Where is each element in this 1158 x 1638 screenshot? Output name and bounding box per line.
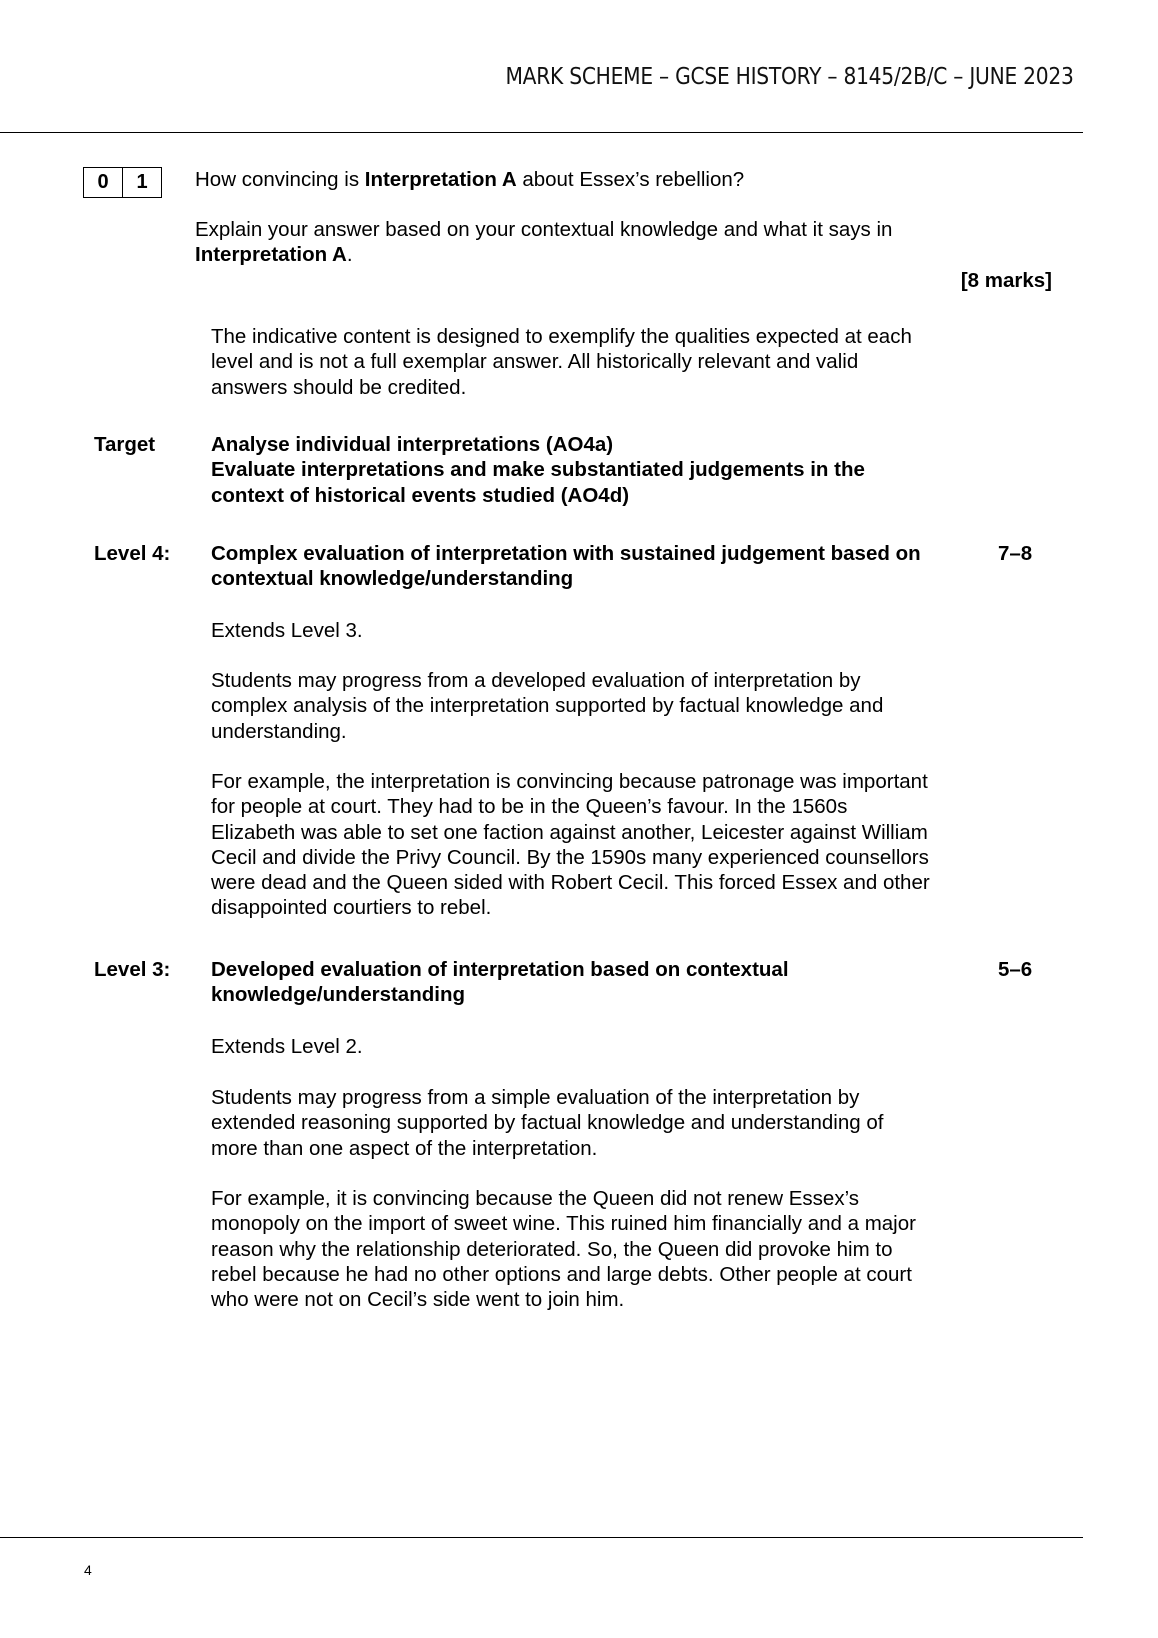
objective-line: Analyse individual interpretations (AO4a): [211, 433, 614, 456]
target-objectives: [211, 432, 981, 508]
level-marks: 7–8: [998, 542, 1033, 565]
instruction-bold-text: Interpretation A: [195, 243, 347, 266]
example-line: rebel because he had no other options and large debts. Other people at court: [211, 1262, 912, 1286]
total-marks: [8 marks]: [960, 269, 1052, 292]
descriptor-line: contextual knowledge/understanding: [211, 567, 574, 591]
level-extends: Extends Level 3.: [211, 619, 363, 642]
level-descriptor: [211, 957, 981, 1008]
prompt-text: about Essex’s rebellion?: [516, 168, 745, 191]
progress-line: extended reasoning supported by factual knowledge and understanding of: [211, 1111, 884, 1135]
indicative-content-note: [211, 324, 981, 400]
example-line: monopoly on the import of sweet wine. This ruined him financially and a major: [211, 1212, 916, 1236]
example-line: For example, the interpretation is convincing because patronage was important: [211, 770, 928, 793]
example-line: reason why the relationship deteriorated. So, the Queen did provoke him to: [211, 1237, 893, 1261]
progress-line: complex analysis of the interpretation supported by factual knowledge and: [211, 694, 884, 718]
question-digit: 0: [97, 171, 109, 193]
question-prompt: [195, 167, 744, 192]
note-line: level and is not a full exemplar answer. All historically relevant and valid: [211, 350, 859, 374]
progress-line: more than one aspect of the interpretation.: [211, 1136, 598, 1160]
descriptor-line: knowledge/understanding: [211, 983, 465, 1007]
progress-line: Students may progress from a developed evaluation of interpretation by: [211, 669, 861, 692]
question-instruction: [195, 217, 892, 267]
example-line: were dead and the Queen sided with Robert Cecil. This forced Essex and other: [211, 871, 930, 895]
level-example: [211, 1186, 981, 1312]
progress-line: understanding.: [211, 719, 347, 743]
question-digit: 1: [122, 168, 161, 197]
level-label: Level 3:: [94, 958, 171, 981]
example-line: who were not on Cecil’s side went to join him.: [211, 1288, 625, 1312]
prompt-bold-text: Interpretation A: [364, 168, 517, 191]
objective-line: Evaluate interpretations and make substantiated judgements in the: [211, 458, 865, 482]
objective-line: context of historical events studied (AO4d): [211, 483, 630, 507]
note-line: The indicative content is designed to exemplify the qualities expected at each: [211, 325, 912, 348]
example-line: Cecil and divide the Privy Council. By the 1590s many experienced counsellors: [211, 845, 929, 869]
descriptor-line: Developed evaluation of interpretation based on contextual: [211, 958, 789, 981]
descriptor-line: Complex evaluation of interpretation with sustained judgement based on: [211, 542, 921, 565]
page-number: 4: [84, 1562, 92, 1578]
question-number-box: [83, 167, 162, 198]
prompt-text: How convincing is: [195, 168, 365, 191]
instruction-text: .: [346, 243, 353, 266]
example-line: For example, it is convincing because the Queen did not renew Essex’s: [211, 1187, 860, 1210]
example-line: Elizabeth was able to set one faction against another, Leicester against William: [211, 820, 928, 844]
progress-line: Students may progress from a simple evaluation of the interpretation by: [211, 1086, 860, 1109]
level-progress: [211, 668, 981, 744]
example-line: for people at court. They had to be in the Queen’s favour. In the 1560s: [211, 795, 848, 819]
header-rule: [0, 132, 1083, 133]
note-line: answers should be credited.: [211, 375, 467, 399]
target-label: Target: [94, 433, 156, 456]
level-marks: 5–6: [998, 958, 1033, 981]
document-title: MARK SCHEME – GCSE HISTORY – 8145/2B/C – JUNE 2023: [505, 64, 1074, 90]
example-line: disappointed courtiers to rebel.: [211, 896, 492, 920]
level-extends: Extends Level 2.: [211, 1035, 363, 1058]
level-progress: [211, 1085, 981, 1161]
level-descriptor: [211, 541, 981, 592]
footer-rule: [0, 1537, 1083, 1538]
instruction-text: Explain your answer based on your contextual knowledge and what it says in: [195, 218, 893, 241]
level-label: Level 4:: [94, 542, 171, 565]
level-example: [211, 769, 981, 921]
